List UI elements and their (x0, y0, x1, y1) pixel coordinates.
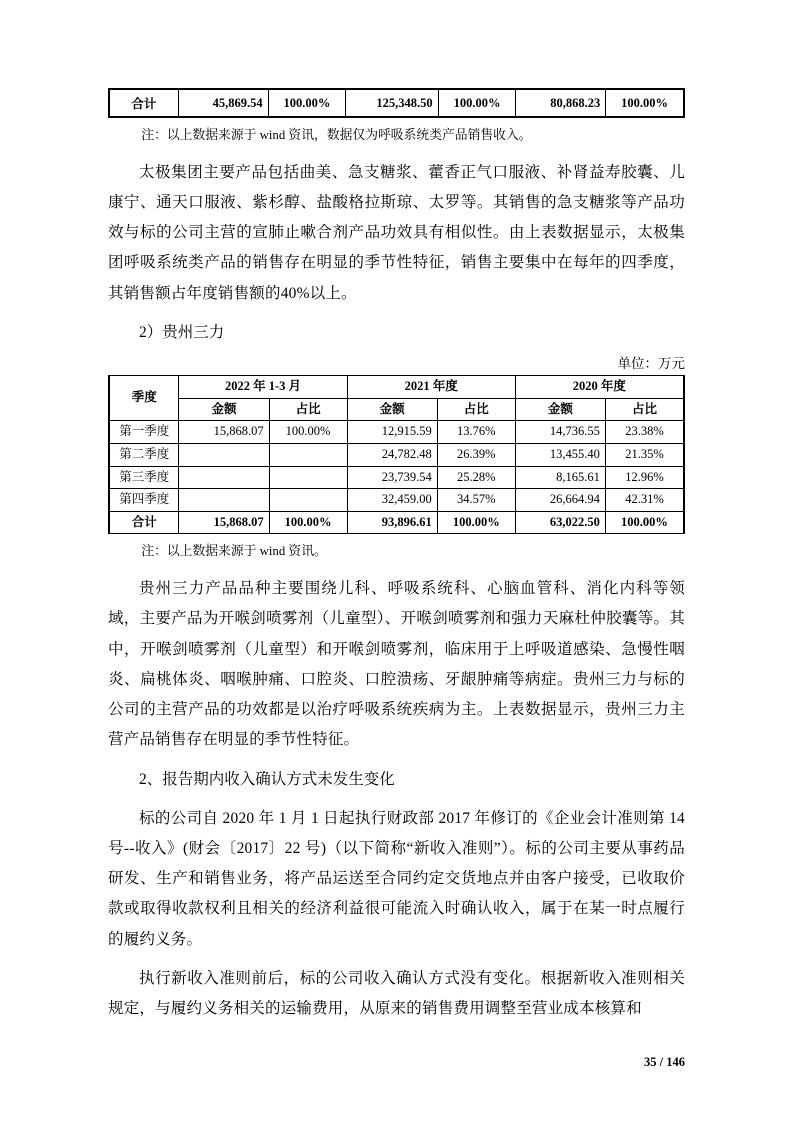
total-label: 合计 (109, 511, 179, 534)
total-cell: 80,868.23 (516, 89, 606, 117)
page-number: 35 / 146 (644, 1055, 685, 1069)
quarterly-revenue-table (108, 375, 685, 534)
cell-ratio: 34.57% (437, 489, 515, 512)
row-label: 第四季度 (109, 489, 179, 512)
table-header-row-1 (109, 376, 684, 399)
paragraph-standard: 标的公司自 2020 年 1 月 1 日起执行财政部 2017 年修订的《企业会计准则第 14 号--收入》(财会〔2017〕22 号)（以下简称“新收入准则”）。标的公司主要从事药品研发、生产和销售业务，将产品运送至合同约定交货地点并由客户接受，已收取价款或取得收款权利且相关的经济利益很可能流入时确认收入，属于在某一时点履行的履约义务。 (108, 809, 685, 948)
header-period-2021: 2021 年度 (347, 376, 515, 399)
header-ratio: 占比 (605, 398, 684, 421)
cell-ratio: 26.39% (437, 443, 515, 466)
paragraph-no-change: 执行新收入准则前后，标的公司收入确认方式没有变化。根据新收入准则相关规定，与履约义务相关的运输费用，从原来的销售费用调整至营业成本核算和 (108, 969, 685, 1018)
total-cell: 45,869.54 (178, 89, 268, 117)
cell-amount: 14,736.55 (515, 421, 605, 444)
total-cell: 125,348.50 (346, 89, 438, 117)
cell-amount: 32,459.00 (347, 489, 437, 512)
cell-ratio: 100.00% (269, 421, 347, 444)
cell-ratio: 13.76% (437, 421, 515, 444)
table-row (109, 421, 684, 444)
cell-amount: 12,915.59 (347, 421, 437, 444)
cell-ratio (269, 443, 347, 466)
row-label: 第二季度 (109, 443, 179, 466)
cell-ratio: 21.35% (605, 443, 684, 466)
cell-amount: 24,782.48 (347, 443, 437, 466)
page-content (108, 88, 685, 1024)
table-note-2: 注：以上数据来源于 wind 资讯。 (141, 544, 327, 559)
header-period-2020: 2020 年度 (515, 376, 684, 399)
cell-ratio: 23.38% (605, 421, 684, 444)
paragraph-taiji: 太极集团主要产品包括曲美、急支糖浆、藿香正气口服液、补肾益寿胶囊、儿康宁、通天口服液、紫杉醇、盐酸格拉斯琼、太罗等。其销售的急支糖浆等产品功效与标的公司主营的宣肺止嗽合剂产品功效具有相似性。由上表数据显示，太极集团呼吸系统类产品的销售存在明显的季节性特征，销售主要集中在每年的四季度，其销售额占年度销售额的40%以上。 (108, 163, 685, 302)
total-cell: 100.00% (437, 511, 515, 534)
header-amount: 金额 (515, 398, 605, 421)
table-total-row (109, 511, 684, 534)
cell-amount: 15,868.07 (179, 421, 269, 444)
cell-ratio (269, 489, 347, 512)
total-cell: 15,868.07 (179, 511, 269, 534)
unit-label: 单位：万元 (617, 356, 685, 372)
table-header-row-2 (109, 398, 684, 421)
table-row (109, 489, 684, 512)
cell-amount (179, 443, 269, 466)
cell-amount: 23,739.54 (347, 466, 437, 489)
table-note-1: 注：以上数据来源于 wind 资讯，数据仅为呼吸系统类产品销售收入。 (141, 128, 532, 142)
heading-revenue-recognition: 2、报告期内收入确认方式未发生变化 (139, 770, 395, 788)
continued-table (108, 88, 685, 118)
header-ratio: 占比 (437, 398, 515, 421)
header-amount: 金额 (179, 398, 269, 421)
total-cell: 100.00% (269, 511, 347, 534)
total-cell: 100.00% (606, 89, 684, 117)
heading-guizhou-sanli: 2）贵州三力 (139, 323, 225, 341)
header-ratio: 占比 (269, 398, 347, 421)
cell-ratio (269, 466, 347, 489)
row-label: 第一季度 (109, 421, 179, 444)
table-row (109, 443, 684, 466)
total-label: 合计 (109, 89, 178, 117)
cell-amount: 13,455.40 (515, 443, 605, 466)
total-cell: 100.00% (268, 89, 346, 117)
total-cell: 63,022.50 (515, 511, 605, 534)
cell-amount: 8,165.61 (515, 466, 605, 489)
table-row (109, 89, 684, 117)
header-quarter: 季度 (109, 376, 179, 421)
cell-amount (179, 466, 269, 489)
cell-amount: 26,664.94 (515, 489, 605, 512)
table-row (109, 466, 684, 489)
header-amount: 金额 (347, 398, 437, 421)
cell-amount (179, 489, 269, 512)
paragraph-guizhou: 贵州三力产品品种主要围绕儿科、呼吸系统科、心脑血管科、消化内科等领域，主要产品为开喉剑喷雾剂（儿童型）、开喉剑喷雾剂和强力天麻杜仲胶囊等。其中，开喉剑喷雾剂（儿童型）和开喉剑喷雾剂，临床用于上呼吸道感染、急慢性咽炎、扁桃体炎、咽喉肿痛、口腔炎、口腔溃疡、牙龈肿痛等病症。贵州三力与标的公司的主营产品的功效都是以治疗呼吸系统疾病为主。上表数据显示，贵州三力主营产品销售存在明显的季节性特征。 (108, 580, 685, 749)
cell-ratio: 12.96% (605, 466, 684, 489)
total-cell: 93,896.61 (347, 511, 437, 534)
header-period-2022: 2022 年 1-3 月 (179, 376, 347, 399)
total-cell: 100.00% (605, 511, 684, 534)
total-cell: 100.00% (438, 89, 516, 117)
cell-ratio: 25.28% (437, 466, 515, 489)
row-label: 第三季度 (109, 466, 179, 489)
cell-ratio: 42.31% (605, 489, 684, 512)
